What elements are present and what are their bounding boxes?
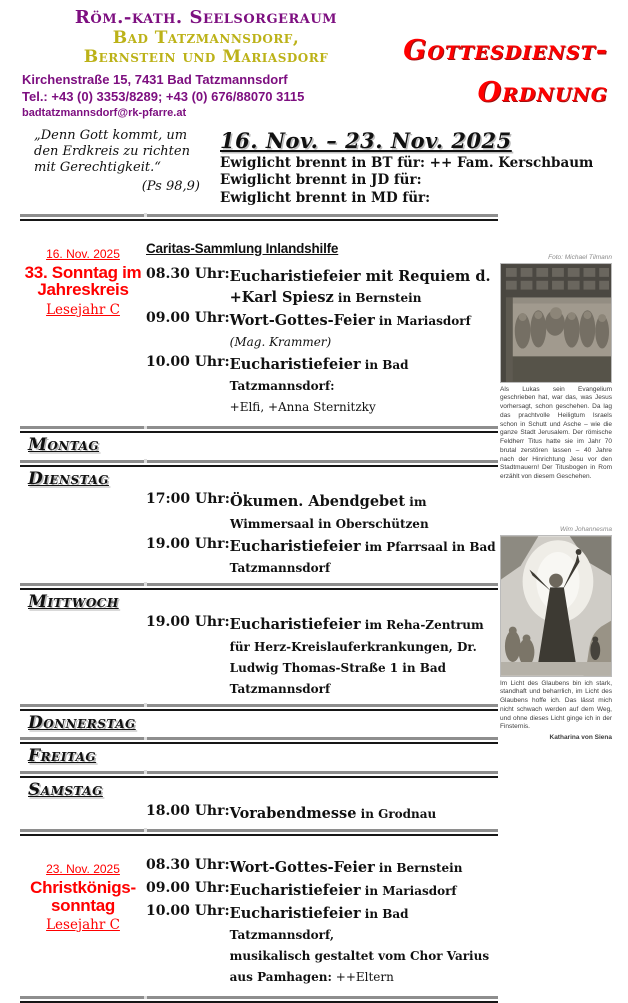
section-separator bbox=[20, 426, 498, 433]
parish-phone: Tel.: +43 (0) 3353/8289; +43 (0) 676/88070 3115 bbox=[22, 89, 392, 106]
sunday-label bbox=[20, 838, 146, 995]
day-header bbox=[28, 436, 498, 456]
faith-illustration-image bbox=[500, 535, 612, 677]
section-separator bbox=[20, 996, 498, 1003]
event-row bbox=[146, 490, 498, 532]
section-mittwoch bbox=[20, 592, 498, 702]
day-header bbox=[28, 714, 498, 734]
event-time: 08.30 Uhr: bbox=[146, 265, 230, 307]
section-separator bbox=[20, 460, 498, 467]
event-text-segment: Eucharistiefeier bbox=[230, 538, 361, 555]
event-row bbox=[146, 613, 498, 697]
sunday-title: Christkönigs-sonntag bbox=[22, 879, 144, 915]
week-info-block bbox=[220, 128, 612, 208]
document-title bbox=[392, 30, 608, 114]
event-text-segment: im Pfarrsaal in Bad Tatzmannsdorf bbox=[230, 540, 496, 575]
section-montag bbox=[20, 435, 498, 458]
event-description bbox=[230, 353, 498, 416]
section-freitag bbox=[20, 746, 498, 769]
sub-header bbox=[20, 128, 612, 208]
psalm-quote-text: „Denn Gott kommt, um den Erdkreis zu richten mit Gerechtigkeit.“ bbox=[34, 128, 204, 177]
day-header bbox=[28, 747, 498, 767]
event-time: 09.00 Uhr: bbox=[146, 879, 230, 900]
event-text-segment: Wort-Gottes-Feier bbox=[230, 859, 375, 876]
event-text-segment: Ökumen. Abendgebet bbox=[230, 493, 405, 510]
sunday-label bbox=[20, 223, 146, 425]
section-donnerstag bbox=[20, 713, 498, 736]
event-text-segment: (Mag. Krammer) bbox=[230, 335, 332, 349]
figure-caption: Als Lukas sein Evangelium geschrieben hat, war das, was Jesus vorhersagt, schon geschehen. Da lag das prachtvolle Heiligtum Israels schon in Schutt und Asche – wie die ganze Stadt Jerusalem. Der römische Feldherr Titus hatte sie im Jahr 70 brutal zerstören lassen – 40 Jahre nach der Hinrichtung Jesu vor den Stadtmauern! Der Titusbogen in Rom erzählt von diesem Geschehen. bbox=[500, 386, 612, 482]
schedule-body bbox=[20, 214, 612, 1003]
sunday-title: 33. Sonntag im Jahreskreis bbox=[22, 264, 144, 300]
section-sonntag-16-nov bbox=[20, 223, 498, 425]
event-row bbox=[146, 265, 498, 307]
event-text-segment: ++Eltern bbox=[332, 970, 394, 984]
event-description bbox=[230, 490, 498, 532]
event-description bbox=[230, 802, 498, 823]
section-separator bbox=[20, 737, 498, 744]
sunday-lesejahr: Lesejahr C bbox=[20, 917, 146, 933]
document-title-block bbox=[392, 8, 612, 120]
ewiglicht-lines bbox=[220, 155, 612, 208]
figure-titus-arch bbox=[500, 254, 612, 482]
parish-name-line2: Bad Tatzmannsdorf, bbox=[20, 29, 392, 49]
ewiglicht-bt: Ewiglicht brennt in BT für: ++ Fam. Kerschbaum bbox=[220, 155, 612, 173]
ewiglicht-jd: Ewiglicht brennt in JD für: bbox=[220, 172, 612, 190]
event-time: 18.00 Uhr: bbox=[146, 802, 230, 823]
event-row bbox=[146, 353, 498, 416]
event-text-segment: Eucharistiefeier bbox=[230, 882, 361, 899]
event-text-segment: im Wimmersaal in Oberschützen bbox=[230, 495, 429, 530]
event-text-segment: Eucharistiefeier bbox=[230, 905, 361, 922]
section-separator bbox=[20, 214, 498, 221]
document-title-line2: Ordnung bbox=[392, 72, 608, 114]
event-text-segment: in Mariasdorf bbox=[375, 314, 471, 328]
event-text-segment: in Bad Tatzmannsdorf, bbox=[230, 907, 409, 942]
event-text-segment: im Reha-Zentrum für Herz-Kreislauferkrankungen, Dr. Ludwig Thomas-Straße 1 in Bad Tatzmannsdorf bbox=[230, 618, 484, 695]
section-separator bbox=[20, 583, 498, 590]
day-name: Dienstag bbox=[28, 469, 109, 489]
event-row bbox=[146, 856, 498, 877]
section-dienstag bbox=[20, 469, 498, 581]
day-name: Samstag bbox=[28, 780, 103, 800]
parish-address: Kirchenstraße 15, 7431 Bad Tatzmannsdorf bbox=[22, 72, 392, 89]
event-time: 19.00 Uhr: bbox=[146, 613, 230, 697]
event-time: 08.30 Uhr: bbox=[146, 856, 230, 877]
contact-block bbox=[20, 72, 392, 120]
event-time: 09.00 Uhr: bbox=[146, 309, 230, 351]
event-text-segment: +Elfi, +Anna Sternitzky bbox=[230, 400, 376, 414]
event-text-segment: in Bernstein bbox=[375, 861, 463, 875]
event-description bbox=[230, 265, 498, 307]
week-date-range: 16. Nov. – 23. Nov. 2025 bbox=[220, 128, 512, 153]
day-name: Freitag bbox=[28, 746, 96, 766]
day-events bbox=[146, 490, 498, 576]
day-name: Mittwoch bbox=[28, 592, 119, 612]
parish-email: badtatzmannsdorf@rk-pfarre.at bbox=[22, 106, 392, 120]
event-time: 10.00 Uhr: bbox=[146, 353, 230, 416]
sunday-date: 16. Nov. 2025 bbox=[20, 247, 146, 261]
event-row bbox=[146, 802, 498, 823]
figure-faith-illustration bbox=[500, 526, 612, 742]
day-events bbox=[146, 802, 498, 823]
event-text-segment: musikalisch gestaltet vom Chor Varius aus Pamhagen: bbox=[230, 949, 489, 984]
event-text-segment: in Bernstein bbox=[334, 291, 422, 305]
titus-arch-photo-image bbox=[500, 263, 612, 383]
event-time: 19.00 Uhr: bbox=[146, 535, 230, 577]
event-description bbox=[230, 309, 498, 351]
event-time: 10.00 Uhr: bbox=[146, 902, 230, 986]
event-text-segment: in Bad Tatzmannsdorf: bbox=[230, 358, 409, 393]
sunday-date: 23. Nov. 2025 bbox=[20, 862, 146, 876]
event-description bbox=[230, 613, 498, 697]
event-text-segment: in Mariasdorf bbox=[361, 884, 457, 898]
quote-attribution: Katharina von Siena bbox=[500, 734, 612, 741]
psalm-quote-source: (Ps 98,9) bbox=[34, 179, 204, 195]
sunday-events bbox=[146, 838, 500, 995]
event-description bbox=[230, 879, 498, 900]
event-text-segment: Wort-Gottes-Feier bbox=[230, 312, 375, 329]
event-row bbox=[146, 879, 498, 900]
day-name: Donnerstag bbox=[28, 713, 136, 733]
collection-note: Caritas-Sammlung Inlandshilfe bbox=[146, 241, 498, 256]
parish-header-block bbox=[20, 8, 392, 120]
ewiglicht-md: Ewiglicht brennt in MD für: bbox=[220, 190, 612, 208]
event-row bbox=[146, 902, 498, 986]
event-row bbox=[146, 309, 498, 351]
event-text-segment: Eucharistiefeier mit Requiem d. +Karl Spiesz bbox=[230, 268, 491, 306]
section-samstag bbox=[20, 780, 498, 827]
event-text-segment: Vorabendmesse bbox=[230, 805, 357, 822]
section-separator bbox=[20, 829, 498, 836]
day-name: Montag bbox=[28, 435, 99, 455]
day-header bbox=[28, 781, 498, 801]
event-row bbox=[146, 535, 498, 577]
event-text-segment: in Grodnau bbox=[356, 807, 436, 821]
parish-name-line1: Röm.-kath. Seelsorgeraum bbox=[20, 8, 392, 29]
section-christkoenigssonntag bbox=[20, 838, 498, 995]
section-separator bbox=[20, 771, 498, 778]
day-header bbox=[28, 593, 498, 613]
event-text-segment: Eucharistiefeier bbox=[230, 616, 361, 633]
figure-caption: Im Licht des Glaubens bin ich stark, standhaft und beharrlich, im Licht des Glaubens hoffe ich. Das lässt mich nicht schwach werden auf dem Weg, und ohne dieses Licht ginge ich in der Finsternis. bbox=[500, 680, 612, 733]
section-separator bbox=[20, 704, 498, 711]
sunday-events bbox=[146, 223, 500, 425]
event-time: 17:00 Uhr: bbox=[146, 490, 230, 532]
document-title-line1: Gottesdienst- bbox=[392, 30, 608, 72]
event-description bbox=[230, 856, 498, 877]
event-description bbox=[230, 902, 498, 986]
event-text-segment: Eucharistiefeier bbox=[230, 356, 361, 373]
day-header bbox=[28, 470, 498, 490]
page-header bbox=[20, 8, 612, 120]
sunday-lesejahr: Lesejahr C bbox=[20, 302, 146, 318]
illustration-credit: Wim Johannesma bbox=[500, 526, 612, 533]
photo-credit: Foto: Michael Tilmann bbox=[500, 254, 612, 261]
day-events bbox=[146, 613, 498, 697]
parish-name-line3: Bernstein und Mariasdorf bbox=[20, 48, 392, 68]
psalm-quote-block bbox=[34, 128, 204, 208]
event-description bbox=[230, 535, 498, 577]
